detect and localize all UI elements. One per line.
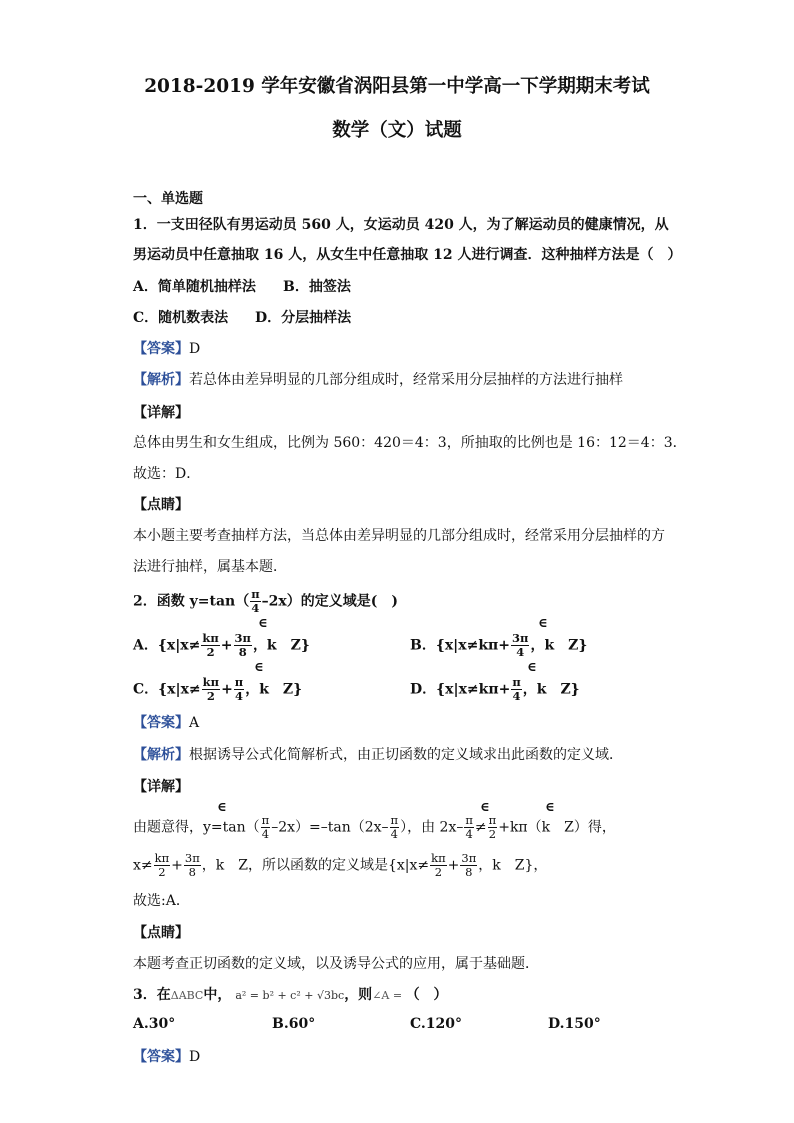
answer-value: D (189, 1049, 201, 1065)
detail-text: x≠ (133, 857, 153, 874)
detail-text: ≠ (474, 819, 487, 836)
numerator: π (390, 813, 399, 827)
q1-option-d: D．分层抽样法 (255, 310, 352, 326)
triangle-symbol: ΔABC (170, 989, 204, 1002)
numerator: π (488, 813, 497, 827)
denominator: 4 (512, 689, 521, 703)
q2-analysis (133, 744, 623, 764)
element-of-symbol: ∈ (217, 800, 227, 815)
denominator: 2 (206, 689, 215, 703)
analysis-tag: 【解析】 (133, 747, 189, 763)
angle-symbol: ∠A = (372, 989, 406, 1002)
numerator: 3π (234, 631, 251, 645)
element-of-symbol: ∈ (545, 800, 555, 815)
q1-answer (133, 338, 200, 358)
answer-tag: 【答案】 (133, 1049, 189, 1065)
denominator: 8 (465, 865, 473, 879)
numerator: π (261, 813, 270, 827)
q3-stem-then: ，则 (344, 987, 373, 1003)
q3-option-a (133, 1016, 175, 1032)
q2-option-d (410, 676, 580, 703)
option-text: A.30° (133, 1016, 176, 1032)
q1-option-b: B．抽签法 (283, 279, 351, 295)
option-pre: B．{x|x≠kπ+ (410, 637, 511, 654)
option-text: B.60° (272, 1016, 316, 1032)
denominator: 8 (188, 865, 196, 879)
element-of-symbol: ∈ (254, 660, 264, 675)
q2-detail-line1 (133, 814, 616, 841)
fraction (201, 632, 219, 659)
fraction (202, 676, 220, 703)
exam-subtitle: 数学（文）试题 (332, 120, 462, 141)
denominator: 2 (158, 865, 166, 879)
q1-option-a: A．简单随机抽样法 (133, 279, 256, 295)
plus-sign: + (447, 857, 460, 874)
q1-detail-line2: 故选：D． (133, 466, 201, 482)
option-post: ，k Z} (522, 681, 580, 698)
option-text: D.150° (548, 1016, 601, 1032)
fraction (234, 632, 252, 659)
fraction (234, 676, 244, 703)
q2-option-a (133, 632, 310, 659)
fraction (250, 588, 260, 615)
q3-stem-mid: 中， (203, 987, 232, 1003)
element-of-symbol: ∈ (527, 660, 537, 675)
q2-detail-tag: 【详解】 (133, 779, 189, 795)
numerator: π (251, 587, 260, 601)
option-post: ，k Z} (245, 681, 303, 698)
q1-comment-line1: 本小题主要考查抽样方法，当总体由差异明显的几部分组成时，经常采用分层抽样的方 (133, 528, 665, 544)
answer-value: D (189, 341, 201, 357)
q1-comment-tag: 【点睛】 (133, 497, 189, 513)
q2-stem-post: –2x）的定义域是( ) (261, 593, 398, 610)
q1-detail-tag: 【详解】 (133, 405, 189, 421)
analysis-text: 若总体由差异明显的几部分组成时，经常采用分层抽样的方法进行抽样 (189, 372, 623, 388)
option-post: ，k Z} (252, 637, 310, 654)
q3-answer (133, 1046, 200, 1066)
q1-detail-line1: 总体由男生和女生组成，比例为 560：420＝4：3，所抽取的比例也是 16：12＝4：3． (133, 435, 687, 451)
detail-text: +kπ（k Z）得， (498, 819, 616, 836)
fraction (464, 814, 474, 841)
denominator: 4 (390, 827, 398, 841)
denominator: 4 (261, 827, 270, 841)
option-pre: C．{x|x≠ (133, 681, 201, 698)
fraction (184, 852, 201, 879)
fraction (460, 852, 477, 879)
q1-analysis (133, 369, 623, 389)
numerator: 3π (512, 631, 529, 645)
q3-equation: a² = b² + c² + √3bc (235, 989, 345, 1002)
detail-text: 由题意得，y=tan（ (133, 819, 260, 836)
answer-value: A (189, 715, 200, 731)
q2-stem-pre: 2．函数 y=tan（ (133, 593, 250, 610)
plus-sign: + (221, 681, 233, 698)
numerator: π (234, 675, 244, 689)
answer-tag: 【答案】 (133, 715, 189, 731)
q2-detail-line2 (133, 852, 547, 879)
q2-option-b (410, 632, 587, 659)
q3-option-c (410, 1016, 462, 1032)
answer-tag: 【答案】 (133, 341, 189, 357)
option-pre: A．{x|x≠ (133, 637, 201, 654)
q1-option-c: C．随机数表法 (133, 310, 229, 326)
q2-detail-line3: 故选:A． (133, 893, 190, 909)
denominator: 2 (206, 645, 215, 659)
numerator: kπ (431, 851, 446, 865)
fraction (390, 814, 400, 841)
element-of-symbol: ∈ (538, 616, 548, 631)
q3-stem-end: （ ） (405, 987, 448, 1003)
fraction (488, 814, 498, 841)
numerator: 3π (461, 851, 477, 865)
denominator: 4 (251, 601, 260, 615)
q1-stem-line2: 男运动员中任意抽取 16 人，从女生中任意抽取 12 人进行调查．这种抽样方法是（ ） (133, 247, 682, 263)
numerator: 3π (184, 851, 200, 865)
q3-option-b (272, 1016, 315, 1032)
fraction (154, 852, 171, 879)
plus-sign: + (171, 857, 183, 874)
fraction (511, 632, 529, 659)
element-of-symbol: ∈ (258, 616, 268, 631)
element-of-symbol: ∈ (480, 800, 490, 815)
analysis-text: 根据诱导公式化简解析式，由正切函数的定义域求出此函数的定义域． (189, 747, 623, 763)
section-heading: 一、单选题 (133, 191, 203, 207)
fraction (430, 852, 447, 879)
fraction (511, 676, 521, 703)
analysis-tag: 【解析】 (133, 372, 189, 388)
q3-option-d (548, 1016, 601, 1032)
plus-sign: + (220, 637, 233, 654)
q2-comment-tag: 【点睛】 (133, 925, 189, 941)
q2-answer (133, 712, 199, 732)
option-post: ，k Z} (530, 637, 588, 654)
detail-text: ，k Z}， (478, 857, 548, 874)
denominator: 4 (465, 827, 473, 841)
denominator: 8 (238, 645, 247, 659)
option-pre: D．{x|x≠kπ+ (410, 681, 511, 698)
denominator: 2 (488, 827, 497, 841)
detail-text: ），由 2x– (400, 819, 464, 836)
denominator: 4 (235, 689, 244, 703)
numerator: kπ (202, 675, 220, 689)
q1-stem-line1: 1．一支田径队有男运动员 560 人，女运动员 420 人，为了解运动员的健康情况，从 (133, 217, 669, 233)
exam-title: 2018-2019 学年安徽省涡阳县第一中学高一下学期期末考试 (144, 76, 650, 97)
denominator: 2 (434, 865, 443, 879)
option-text: C.120° (410, 1016, 462, 1032)
detail-text: –2x）=–tan（2x– (271, 819, 389, 836)
q2-option-c (133, 676, 302, 703)
q1-comment-line2: 法进行抽样，属基本题． (133, 559, 287, 575)
numerator: kπ (202, 631, 219, 645)
q3-stem (133, 984, 448, 1004)
numerator: kπ (154, 851, 170, 865)
q3-stem-pre: 3．在 (133, 987, 171, 1003)
detail-text: ，k Z，所以函数的定义域是{x|x≠ (201, 857, 430, 874)
fraction (261, 814, 271, 841)
q2-comment: 本题考查正切函数的定义域，以及诱导公式的应用，属于基础题． (133, 956, 539, 972)
numerator: π (512, 675, 521, 689)
q2-stem (133, 588, 398, 615)
numerator: π (465, 813, 473, 827)
denominator: 4 (516, 645, 525, 659)
